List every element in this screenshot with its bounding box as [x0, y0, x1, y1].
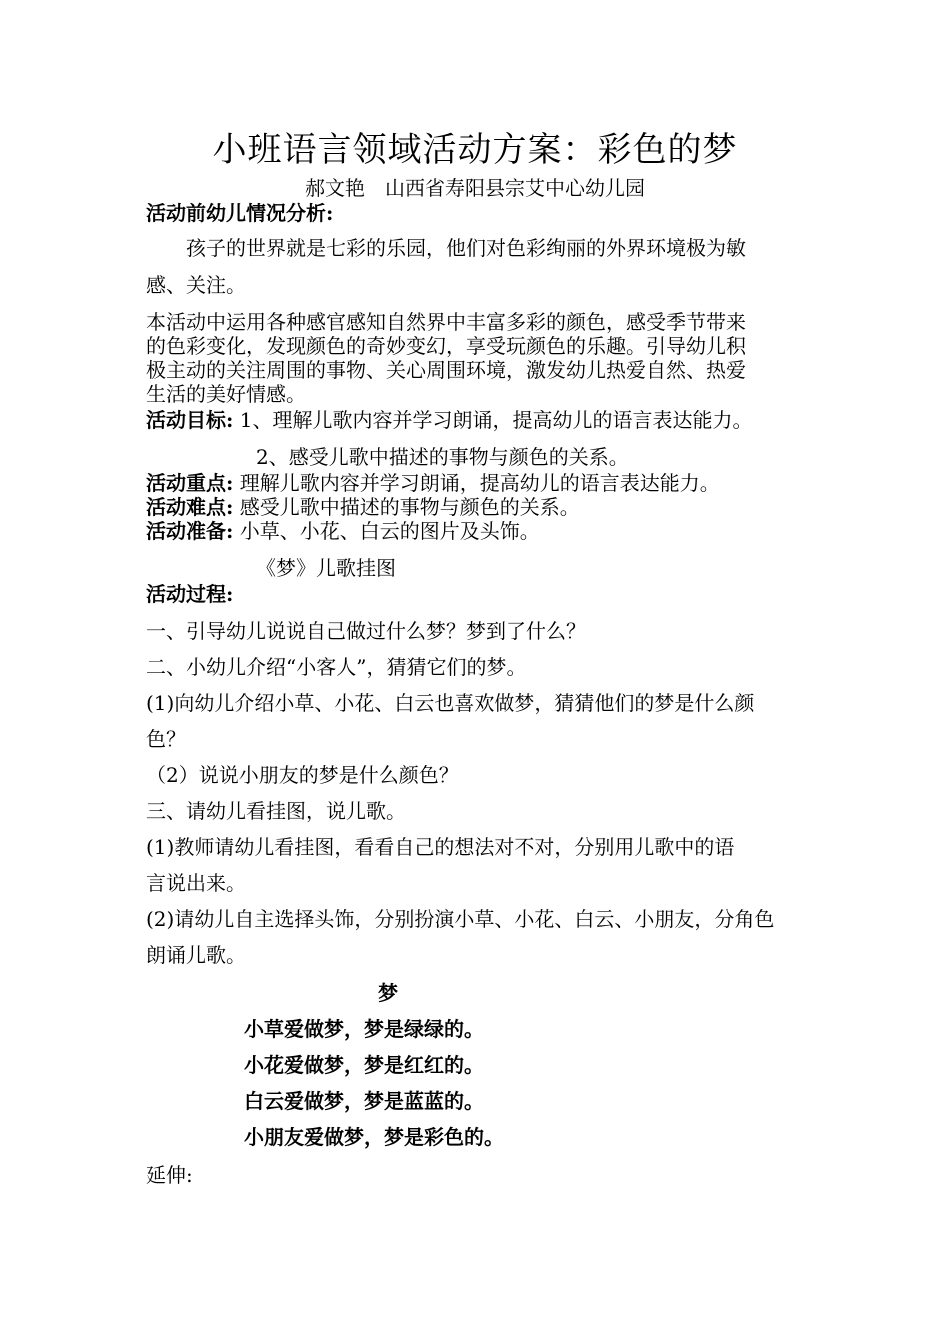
- extension-label: 延伸:: [146, 1163, 193, 1187]
- process-step-3b-line-2: 朗诵儿歌。: [146, 943, 246, 967]
- analysis-paragraph-2-line-3: 极主动的关注周围的事物、关心周围环境，激发幼儿热爱自然、热爱: [146, 358, 746, 382]
- process-step-3b-line-1: (2)请幼儿自主选择头饰，分别扮演小草、小花、白云、小朋友，分角色: [146, 907, 775, 931]
- author-line: 郝文艳 山西省寿阳县宗艾中心幼儿园: [305, 176, 645, 200]
- poem-line-2: 小花爱做梦，梦是红红的。: [244, 1053, 484, 1077]
- focus-text: 理解儿歌内容并学习朗诵，提高幼儿的语言表达能力。: [239, 471, 720, 495]
- process-step-2b: （2）说说小朋友的梦是什么颜色？: [146, 763, 459, 787]
- process-step-2a-line-1: (1)向幼儿介绍小草、小花、白云也喜欢做梦，猜猜他们的梦是什么颜: [146, 691, 755, 715]
- analysis-heading: 活动前幼儿情况分析:: [146, 201, 334, 225]
- preparation-item-2: 《梦》儿歌挂图: [256, 556, 396, 580]
- poem-line-4: 小朋友爱做梦，梦是彩色的。: [244, 1125, 504, 1149]
- focus-row: [146, 470, 826, 496]
- process-step-1: 一、引导幼儿说说自己做过什么梦？梦到了什么？: [146, 619, 586, 643]
- analysis-paragraph-2-line-1: 本活动中运用各种感官感知自然界中丰富多彩的颜色，感受季节带来: [146, 310, 746, 334]
- preparation-item-1: 小草、小花、白云的图片及头饰。: [239, 519, 540, 543]
- process-step-2a-line-2: 色？: [146, 727, 186, 751]
- goals-row: [146, 407, 826, 433]
- focus-label: 活动重点:: [146, 471, 234, 495]
- preparation-row: [146, 518, 826, 544]
- process-step-3a-line-1: (1)教师请幼儿看挂图，看看自己的想法对不对，分别用儿歌中的语: [146, 835, 735, 859]
- goal-item-2: 2、感受儿歌中描述的事物与颜色的关系。: [256, 445, 629, 469]
- document-title: 小班语言领域活动方案：彩色的梦: [212, 130, 738, 170]
- difficulty-row: [146, 494, 826, 520]
- analysis-paragraph-2-line-2: 的色彩变化，发现颜色的奇妙变幻，享受玩颜色的乐趣。引导幼儿积: [146, 334, 746, 358]
- analysis-paragraph-1-line-2: 感、关注。: [146, 273, 246, 297]
- goal-item-1: 1、理解儿歌内容并学习朗诵，提高幼儿的语言表达能力。: [239, 408, 753, 432]
- analysis-paragraph-2-line-4: 生活的美好情感。: [146, 382, 306, 406]
- process-step-2: 二、小幼儿介绍“小客人”，猜猜它们的梦。: [146, 655, 527, 679]
- difficulty-text: 感受儿歌中描述的事物与颜色的关系。: [239, 495, 580, 519]
- process-heading: 活动过程:: [146, 582, 234, 606]
- poem-line-3: 白云爱做梦，梦是蓝蓝的。: [244, 1089, 484, 1113]
- goals-label: 活动目标:: [146, 408, 234, 432]
- poem-title: 梦: [378, 981, 398, 1005]
- process-step-3a-line-2: 言说出来。: [146, 871, 246, 895]
- difficulty-label: 活动难点:: [146, 495, 234, 519]
- poem-line-1: 小草爱做梦，梦是绿绿的。: [244, 1017, 484, 1041]
- preparation-label: 活动准备:: [146, 519, 234, 543]
- analysis-paragraph-1-line-1: 孩子的世界就是七彩的乐园，他们对色彩绚丽的外界环境极为敏: [186, 236, 746, 260]
- process-step-3: 三、请幼儿看挂图，说儿歌。: [146, 799, 406, 823]
